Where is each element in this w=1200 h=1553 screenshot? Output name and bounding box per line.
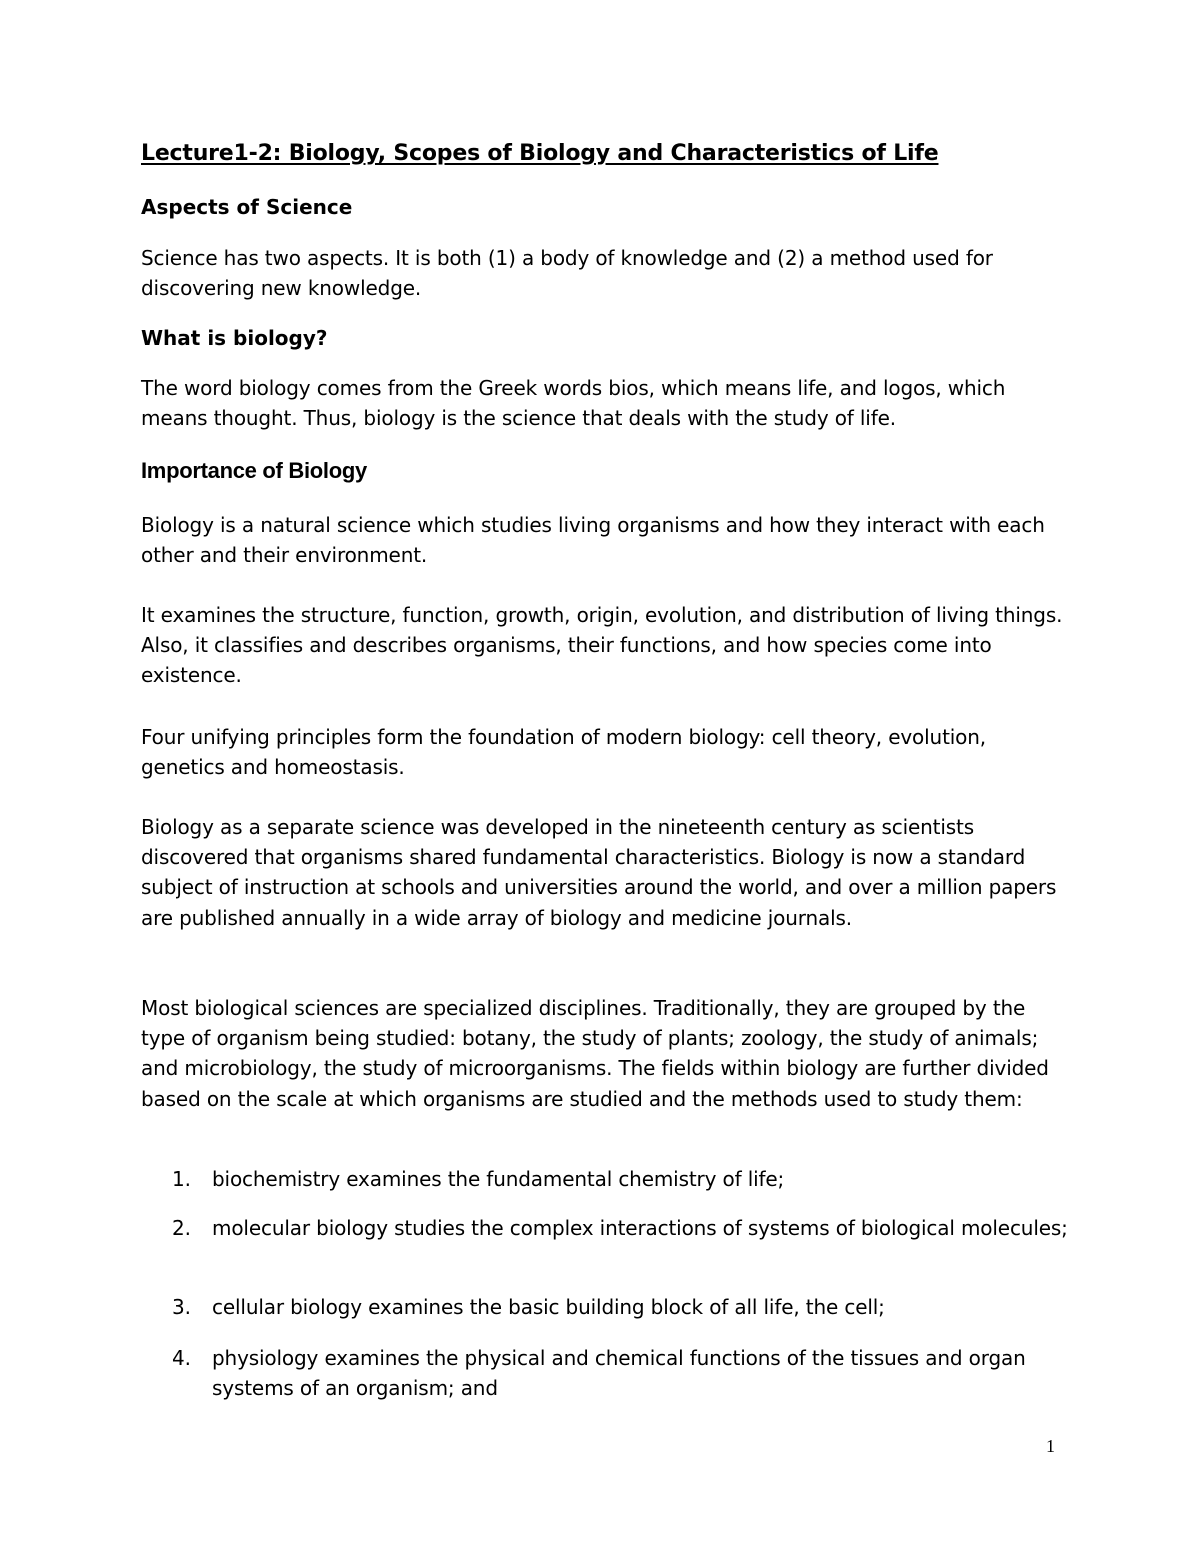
aspects-paragraph: Science has two aspects. It is both (1) a body of knowledge and (2) a method used for discovering new knowledge. — [141, 246, 993, 301]
list-item-text: cellular biology examines the basic building block of all life, the cell; — [212, 1295, 885, 1319]
importance-paragraph-4: Biology as a separate science was developed in the nineteenth century as scientists discovered that organisms shared fundamental characteristics. Biology is now a standard subject of instruction at schools and universities around the world, and over a million papers are published annually in a wide array of biology and medicine journals. — [141, 815, 1057, 930]
what-is-biology-paragraph: The word biology comes from the Greek words bios, which means life, and logos, which means thought. Thus, biology is the science that deals with the study of life. — [141, 376, 1006, 431]
list-item-text: biochemistry examines the fundamental chemistry of life; — [212, 1167, 785, 1191]
list-item-number: 1. — [172, 1167, 191, 1191]
list-item-text: molecular biology studies the complex interactions of systems of biological molecules; — [212, 1216, 1068, 1240]
what-is-biology-heading: What is biology? — [141, 326, 328, 350]
importance-paragraph-3: Four unifying principles form the foundation of modern biology: cell theory, evolution, genetics and homeostasis. — [141, 725, 986, 780]
list-item-number: 3. — [172, 1295, 191, 1319]
page-number: 1 — [1046, 1436, 1055, 1456]
aspects-heading: Aspects of Science — [141, 195, 353, 219]
list-item-number: 2. — [172, 1216, 191, 1240]
importance-paragraph-1: Biology is a natural science which studies living organisms and how they interact with each other and their environment. — [141, 513, 1045, 568]
importance-heading: Importance of Biology — [141, 458, 367, 483]
list-item — [172, 1292, 1072, 1322]
list-item — [172, 1343, 1072, 1403]
importance-paragraph-5: Most biological sciences are specialized disciplines. Traditionally, they are grouped by the type of organism being studied: botany, the study of plants; zoology, the study of animals; and microbiology, the study of microorganisms. The fields within biology are further divided based on the scale at which organisms are studied and the methods used to study them: — [141, 996, 1049, 1111]
importance-paragraph-2: It examines the structure, function, growth, origin, evolution, and distribution of living things. Also, it classifies and describes organisms, their functions, and how species come into existence. — [141, 603, 1063, 688]
list-item — [172, 1213, 1072, 1243]
list-item-text: physiology examines the physical and chemical functions of the tissues and organ systems of an organism; and — [212, 1346, 1026, 1400]
document-title: Lecture1-2: Biology, Scopes of Biology and Characteristics of Life — [141, 141, 939, 166]
list-item-number: 4. — [172, 1346, 191, 1370]
list-item — [172, 1164, 1072, 1194]
